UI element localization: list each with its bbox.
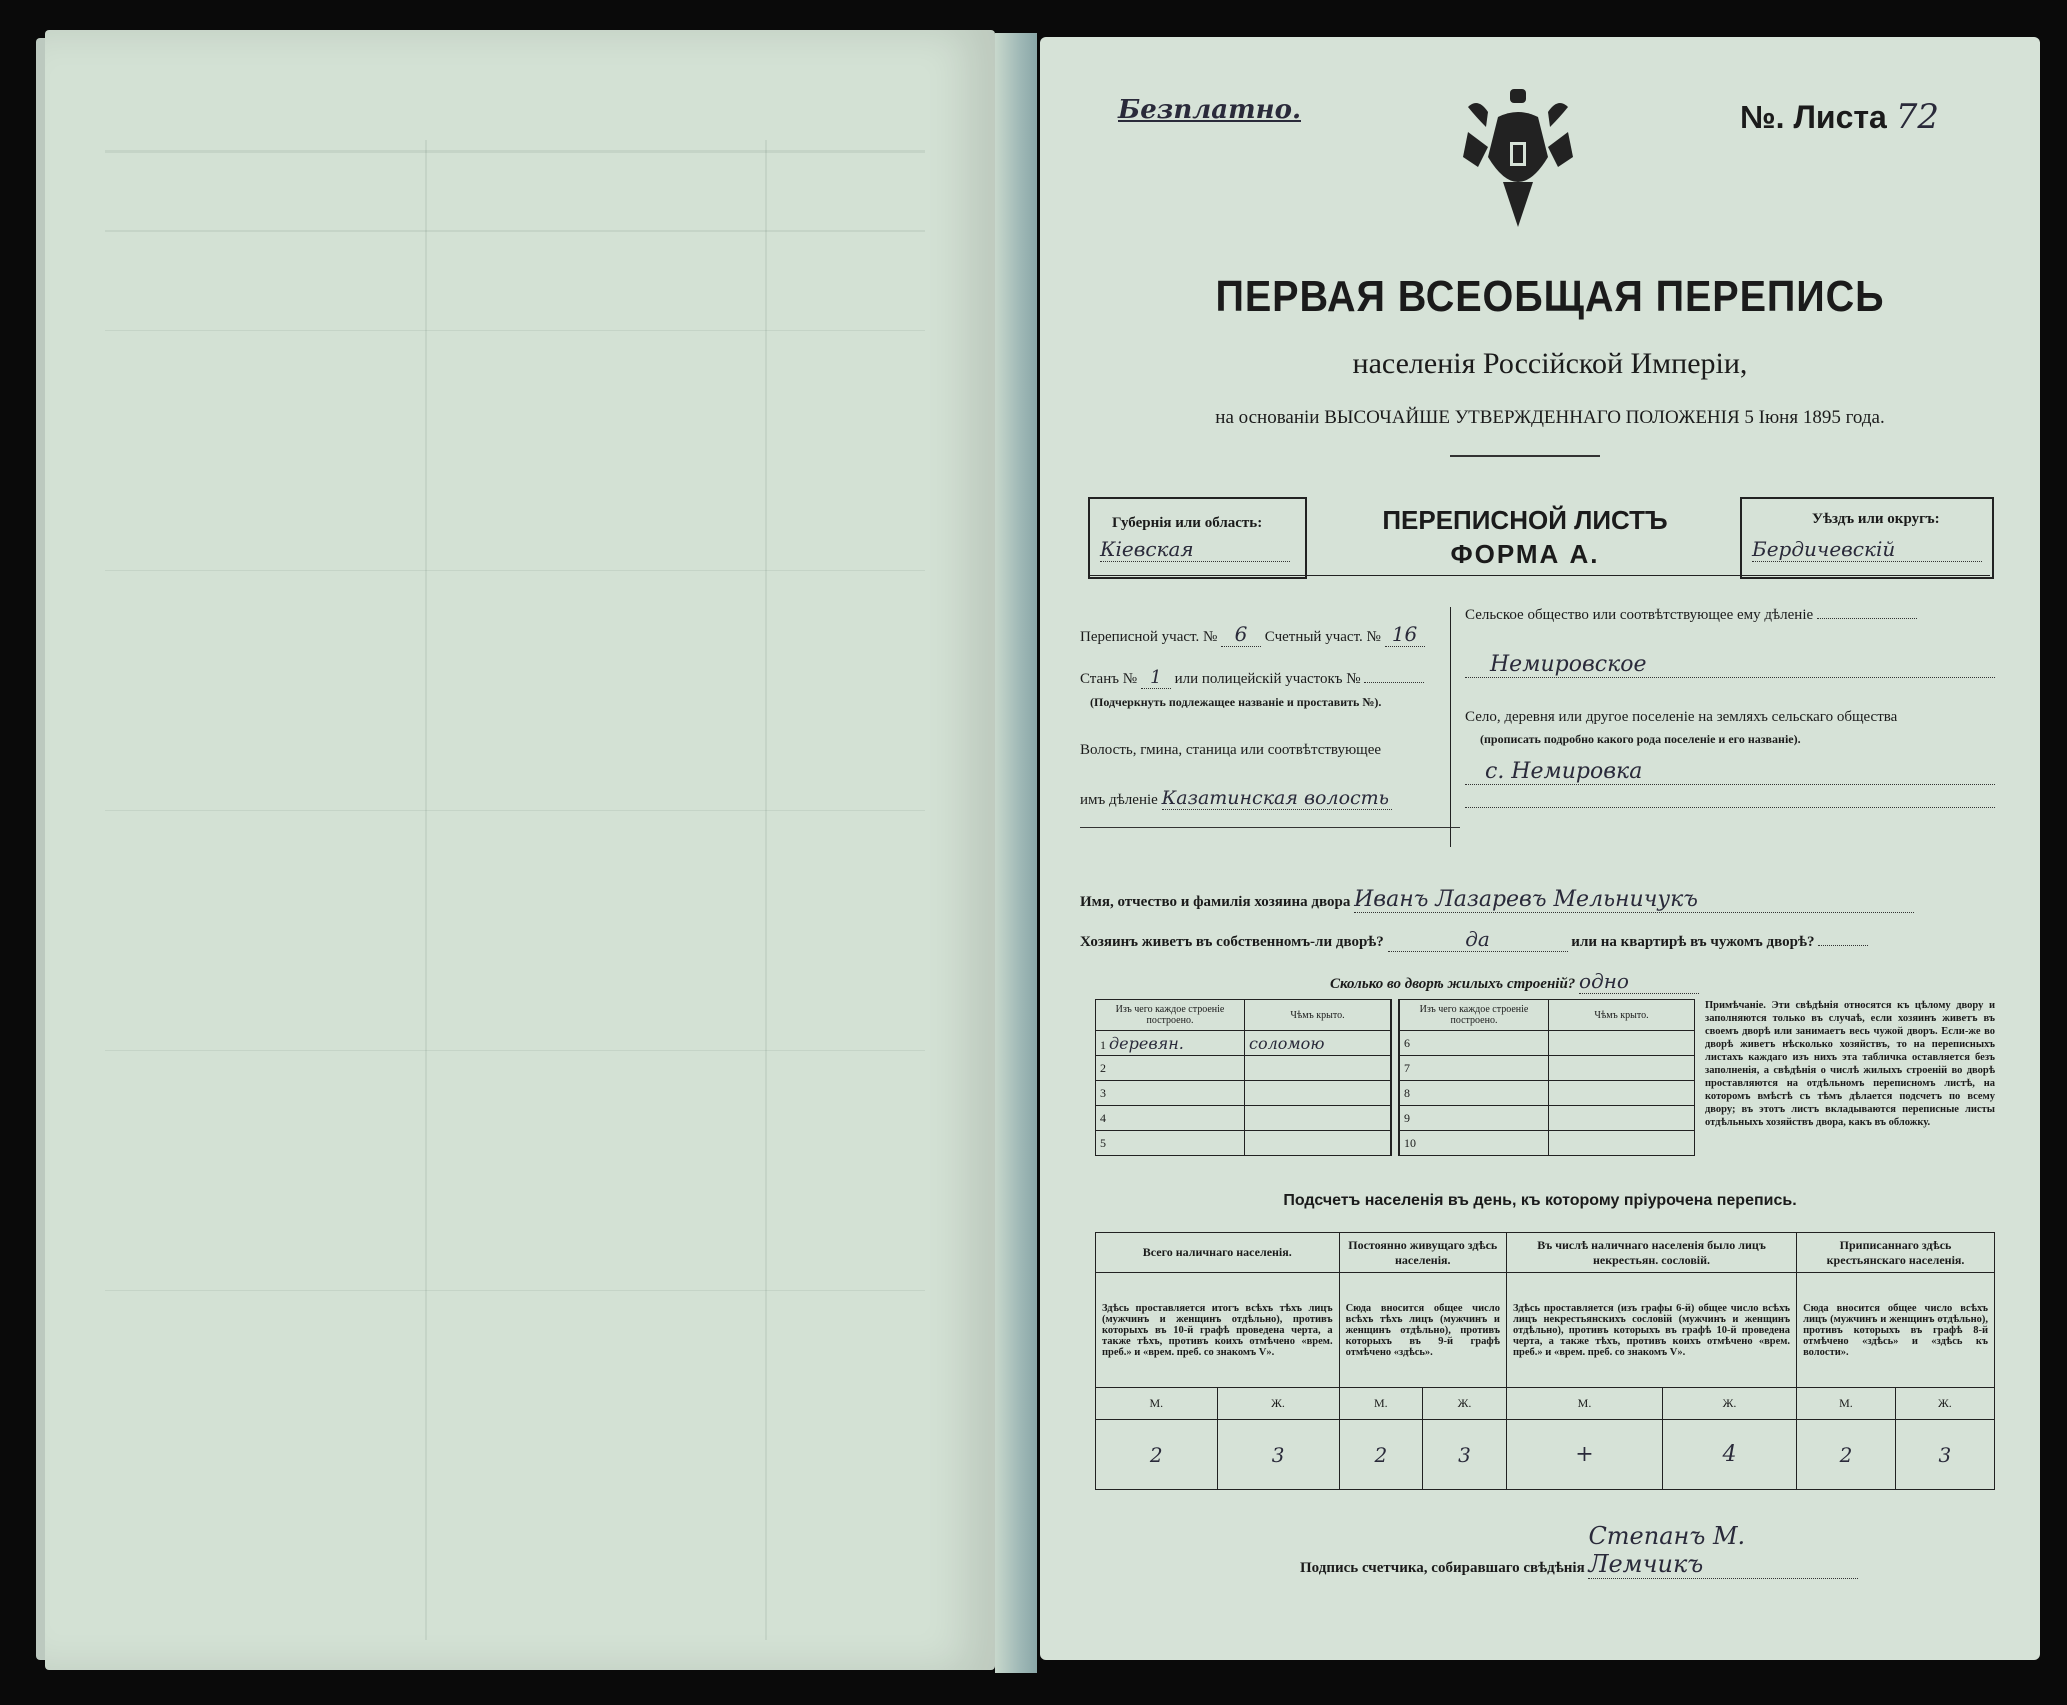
bldg-col-roof: Чѣмъ крыто.	[1245, 1000, 1391, 1031]
table-row: 1 деревян. соломою	[1096, 1031, 1391, 1056]
bldg-col-material: Изъ чего каждое строеніе построено.	[1096, 1000, 1245, 1031]
rent-label: или на квартирѣ въ чужомъ дворѣ?	[1571, 934, 1815, 950]
volost-label-2: имъ дѣленіе	[1080, 792, 1158, 808]
owner-value: Иванъ Лазаревъ Мельничукъ	[1354, 887, 1914, 913]
document-title: ПЕРВАЯ ВСЕОБЩАЯ ПЕРЕПИСЬ	[1215, 272, 1885, 321]
signature-label: Подпись счетчика, собиравшаго свѣдѣнія	[1300, 1560, 1585, 1576]
count-title: Подсчетъ населенія въ день, къ которому пріурочена перепись.	[1283, 1192, 1797, 1209]
own-yard-value: да	[1388, 927, 1568, 952]
count-head-permanent: Постоянно живущаго здѣсь населенія.	[1339, 1233, 1506, 1273]
legal-basis: на основаніи ВЫСОЧАЙШЕ УТВЕРЖДЕННАГО ПОЛОЖЕНІЯ 5 Іюня 1895 года.	[1215, 407, 1885, 428]
table-row: 3	[1096, 1081, 1391, 1106]
schetny-label: Счетный участ. №	[1264, 629, 1381, 645]
table-row: 9	[1400, 1106, 1695, 1131]
form-letter: ФОРМА А.	[1450, 539, 1600, 569]
sheet-number-value: 72	[1895, 97, 1939, 137]
divider-ornament	[1450, 455, 1600, 457]
selo-value: с. Немировка	[1465, 759, 1995, 785]
table-row: 2	[1096, 1056, 1391, 1081]
society-value: Немировское	[1465, 652, 1995, 678]
form-name: ПЕРЕПИСНОЙ ЛИСТЪ	[1382, 505, 1668, 535]
uezd-label: Уѣздъ или округъ:	[1812, 511, 1940, 527]
own-yard-label: Хозяинъ живетъ въ собственномъ-ли дворѣ?	[1080, 934, 1384, 950]
buildings-note: Примѣчаніе. Эти свѣдѣнія относятся къ цѣлому двору и заполняются только въ случаѣ, если хозяинъ живетъ въ своемъ дворѣ или занимаетъ весь чужой дворъ. Если-же во дворѣ живетъ нѣсколько хозяйствъ, то на переписныхъ листахъ каждаго изъ нихъ эта табличка оставляется безъ заполненія, а свѣдѣнія о числѣ жилыхъ строеній во дворѣ проставляются на отдѣльномъ переписномъ листѣ, на которомъ вмѣстѣ съ тѣмъ дѣлается подсчетъ по всему двору; въ этотъ листъ вкладываются переписные листы отдѣльныхъ хозяйствъ двора, какъ въ обложку.	[1705, 1000, 1995, 1128]
owner-label: Имя, отчество и фамилія хозяина двора	[1080, 894, 1351, 910]
gubernia-box	[1088, 497, 1307, 579]
table-row: 4	[1096, 1106, 1391, 1131]
count-values-row: 2 3 2 3 + 4 2 3	[1096, 1420, 1995, 1490]
imperial-eagle-emblem	[1458, 87, 1578, 237]
uchastok-label: Переписной участ. №	[1080, 629, 1218, 645]
document-subtitle: населенія Россійской Имперіи,	[1352, 347, 1748, 380]
count-head-nonpeasant: Въ числѣ наличнаго населенія было лицъ некрестьян. сословій.	[1506, 1233, 1796, 1273]
stan-label: Станъ №	[1080, 671, 1138, 687]
stan-value: 1	[1141, 667, 1171, 689]
volost-line	[1080, 827, 1460, 828]
uchastok-value: 6	[1221, 622, 1261, 647]
society-label: Сельское общество или соотвѣтствующее ему дѣленіе	[1465, 607, 1814, 623]
selo-note: (прописать подробно какого рода поселеніе и его названіе).	[1480, 732, 1801, 746]
volost-value: Казатинская волость	[1162, 787, 1392, 810]
selo-label: Село, деревня или другое поселеніе на земляхъ сельскаго общества	[1465, 709, 1898, 725]
sheet-number-label: №. Листа	[1740, 99, 1887, 135]
table-row: 8	[1400, 1081, 1695, 1106]
population-count-table: Всего наличнаго населенія. Постоянно живущаго здѣсь населенія. Въ числѣ наличнаго населенія было лицъ некрестьян. сословій. Приписаннаго здѣсь крестьянскаго населенія. Здѣсь проставляется итогъ всѣхъ тѣхъ лицъ (мужчинъ и женщинъ отдѣльно), противъ которыхъ въ 10-й графѣ проведена черта, а также тѣхъ, противъ коихъ отмѣчено «врем. преб.» и «врем. преб. со знакомъ V». Сюда вносится общее число всѣхъ тѣхъ лицъ (мужчинъ и женщинъ отдѣльно), противъ которыхъ въ 9-й графѣ отмѣчено «здѣсь». Здѣсь проставляется (изъ графы 6-й) общее число всѣхъ лицъ некрестьянскихъ сословій (мужчинъ и женщинъ отдѣльно), противъ которыхъ въ графѣ 10-й проведена черта, а также тѣхъ, противъ коихъ отмѣчено «врем. преб.» и «врем. преб. со знакомъ V». Сюда вносится общее число всѣхъ лицъ (мужчинъ и женщинъ отдѣльно), противъ которыхъ въ графѣ 8-й отмѣчено «здѣсь» и «здѣсь къ волости». М. Ж. М. Ж. М. Ж. М. Ж. 2 3 2 3 + 4 2 3	[1095, 1232, 1995, 1490]
selo-line	[1465, 807, 1995, 808]
gubernia-value: Кіевская	[1100, 537, 1290, 562]
police-label: или полицейскій участокъ №	[1174, 671, 1361, 687]
table-row: 5	[1096, 1131, 1391, 1156]
table-row: 10	[1400, 1131, 1695, 1156]
count-head-total: Всего наличнаго населенія.	[1096, 1233, 1340, 1273]
census-form-page	[1040, 37, 2040, 1660]
table-row: 6	[1400, 1031, 1695, 1056]
book-spine	[995, 33, 1037, 1673]
signature-value: Степанъ М. Лемчикъ	[1588, 1522, 1858, 1579]
count-head-peasant: Приписаннаго здѣсь крестьянскаго населенія.	[1797, 1233, 1995, 1273]
volost-label: Волость, гмина, станица или соотвѣтствующее	[1080, 742, 1382, 758]
stan-note: (Подчеркнуть подлежащее названіе и проставить №).	[1090, 695, 1382, 709]
buildings-label: Сколько во дворѣ жилыхъ строеній?	[1330, 976, 1576, 992]
gubernia-label: Губернія или область:	[1112, 515, 1263, 531]
uezd-value: Бердичевскій	[1752, 537, 1982, 562]
column-separator	[1450, 607, 1451, 847]
header-rule	[1088, 575, 1990, 576]
free-label: Безплатно.	[1118, 95, 1301, 125]
left-page-blank	[45, 30, 995, 1670]
schetny-value: 16	[1385, 622, 1425, 647]
buildings-value: одно	[1579, 969, 1699, 994]
uezd-box	[1740, 497, 1994, 579]
table-row: 7	[1400, 1056, 1695, 1081]
buildings-table: Изъ чего каждое строеніе построено. Чѣмъ крыто. 1 деревян. соломою 2 3 4 5 Изъ чего каждое строеніе построено. Чѣмъ крыто. 6 7 8 9 10	[1095, 999, 1695, 1156]
